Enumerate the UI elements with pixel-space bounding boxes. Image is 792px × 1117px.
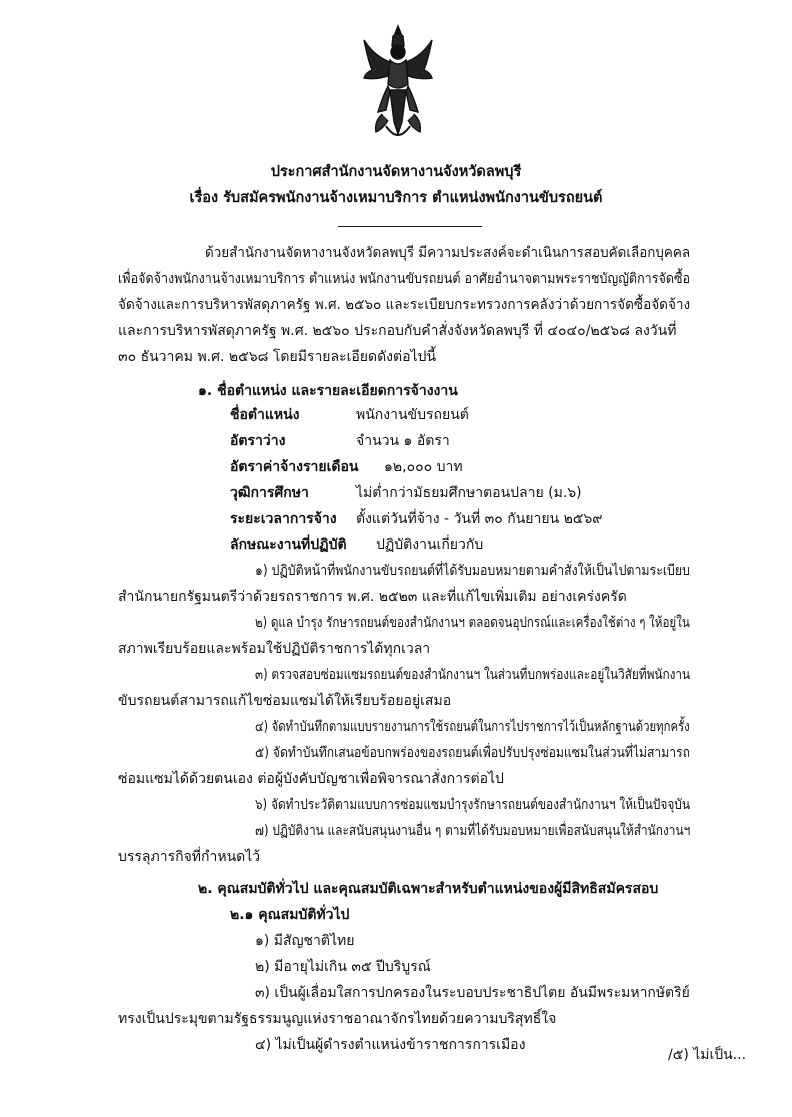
intro-line-5: ๓๐ ธันวาคม พ.ศ. ๒๕๖๘ โดยมีรายละเอียดดังต่อไปนี้ <box>118 349 437 365</box>
qualification-item-4: ๔) ไม่เป็นผู้ดำรงตำแหน่งข้าราชการการเมือง <box>255 1037 526 1053</box>
duty-line-9: ซ่อมแซมได้ด้วยตนเอง ต่อผู้บังคับบัญชาเพื่อพิจารณาสั่งการต่อไป <box>118 771 504 787</box>
duty-line-12: บรรลุภารกิจที่กำหนดไว้ <box>118 849 261 865</box>
duty-line-1: ๑) ปฏิบัติหน้าที่พนักงานขับรถยนต์ที่ได้รับมอบหมายตามคำสั่งให้เป็นไปตามระเบียบ <box>255 563 691 579</box>
announcement-subject: เรื่อง รับสมัครพนักงานจ้างเหมาบริการ ตำแหน่งพนักงานขับรถยนต์ <box>189 190 603 206</box>
title-divider <box>338 226 482 227</box>
qualification-item-3: ๓) เป็นผู้เลื่อมใสการปกครองในระบอบประชาธิปไตย อันมีพระมหากษัตริย์ <box>255 985 690 1001</box>
position-label: ชื่อตำแหน่ง <box>230 407 300 423</box>
duty-line-8: ๕) จัดทำบันทึกเสนอข้อบกพร่องของรถยนต์เพื่อปรับปรุงซ่อมแซมในส่วนที่ไม่สามารถ <box>255 745 691 761</box>
duty-value: ปฏิบัติงานเกี่ยวกับ <box>376 537 484 553</box>
duty-line-10: ๖) จัดทำประวัติตามแบบการซ่อมแซมบำรุงรักษารถยนต์ของสำนักงานฯ ให้เป็นปัจจุบัน <box>255 797 690 813</box>
announcement-title: ประกาศสำนักงานจัดหางานจังหวัดลพบุรี <box>270 164 522 180</box>
vacancy-label: อัตราว่าง <box>230 433 286 449</box>
qualification-item-1: ๑) มีสัญชาติไทย <box>255 933 355 949</box>
section2-heading: ๒. คุณสมบัติทั่วไป และคุณสมบัติเฉพาะสำหรับตำแหน่งของผู้มีสิทธิสมัครสอบ <box>198 881 659 897</box>
salary-label: อัตราค่าจ้างรายเดือน <box>230 459 359 475</box>
section1-heading: ๑. ชื่อตำแหน่ง และรายละเอียดการจ้างงาน <box>198 383 458 399</box>
vacancy-value: จำนวน ๑ อัตรา <box>356 433 450 449</box>
duty-line-6: ขับรถยนต์สามารถแก้ไขซ่อมแซมได้ให้เรียบร้อยอยู่เสมอ <box>118 693 452 709</box>
duty-line-5: ๓) ตรวจสอบซ่อมแซมรถยนต์ของสำนักงานฯ ในส่วนที่บกพร่องและอยู่ในวิสัยที่พนักงาน <box>255 667 691 683</box>
position-value: พนักงานขับรถยนต์ <box>356 407 469 423</box>
duty-line-11: ๗) ปฏิบัติงาน และสนับสนุนงานอื่น ๆ ตามที่ได้รับมอบหมายเพื่อสนับสนุนให้สำนักงานฯ <box>255 823 691 839</box>
salary-value: ๑๒,๐๐๐ บาท <box>384 459 463 475</box>
education-label: วุฒิการศึกษา <box>230 485 309 501</box>
period-label: ระยะเวลาการจ้าง <box>230 511 337 527</box>
qualification-item-2: ๒) มีอายุไม่เกิน ๓๕ ปีบริบูรณ์ <box>255 959 431 975</box>
duty-line-2: สำนักนายกรัฐมนตรีว่าด้วยรถราชการ พ.ศ. ๒๕๒๓ และที่แก้ไขเพิ่มเติม อย่างเคร่งครัด <box>118 589 627 605</box>
intro-line-2: เพื่อจัดจ้างพนักงานจ้างเหมาบริการ ตำแหน่ง พนักงานขับรถยนต์ อาศัยอำนาจตามพระราชบัญญัติการจัดซื้อ <box>118 271 691 287</box>
duty-line-4: สภาพเรียบร้อยและพร้อมใช้ปฏิบัติราชการได้ทุกเวลา <box>118 641 431 657</box>
continuation-marker: /๕) ไม่เป็น... <box>668 1047 747 1063</box>
duty-line-3: ๒) ดูแล บำรุง รักษารถยนต์ของสำนักงานฯ ตลอดจนอุปกรณ์และเครื่องใช้ต่าง ๆ ให้อยู่ใน <box>255 615 690 631</box>
intro-line-4: และการบริหารพัสดุภาครัฐ พ.ศ. ๒๕๖๐ ประกอบกับคำสั่งจังหวัดลพบุรี ที่ ๔๐๔๐/๒๕๖๘ ลงวันที่ <box>118 323 677 339</box>
intro-line-1: ด้วยสำนักงานจัดหางานจังหวัดลพบุรี มีความประสงค์จะดำเนินการสอบคัดเลือกบุคคล <box>205 245 691 261</box>
qualification-item-3-cont: ทรงเป็นประมุขตามรัฐธรรมนูญแห่งราชอาณาจักรไทยด้วยความบริสุทธิ์ใจ <box>118 1011 557 1027</box>
intro-line-3: จัดจ้างและการบริหารพัสดุภาครัฐ พ.ศ. ๒๕๖๐ และระเบียบกระทรวงการคลังว่าด้วยการจัดซื้อจัดจ้าง <box>118 297 691 313</box>
education-value: ไม่ต่ำกว่ามัธยมศึกษาตอนปลาย (ม.๖) <box>356 485 582 501</box>
duty-line-7: ๔) จัดทำบันทึกตามแบบรายงานการใช้รถยนต์ในการไปราชการไว้เป็นหลักฐานด้วยทุกครั้ง <box>255 719 690 735</box>
garuda-emblem-icon <box>360 22 436 146</box>
duty-label: ลักษณะงานที่ปฏิบัติ <box>230 537 347 553</box>
period-value: ตั้งแต่วันที่จ้าง - วันที่ ๓๐ กันยายน ๒๕๖๙ <box>356 511 603 527</box>
section2-subheading: ๒.๑ คุณสมบัติทั่วไป <box>230 907 350 923</box>
